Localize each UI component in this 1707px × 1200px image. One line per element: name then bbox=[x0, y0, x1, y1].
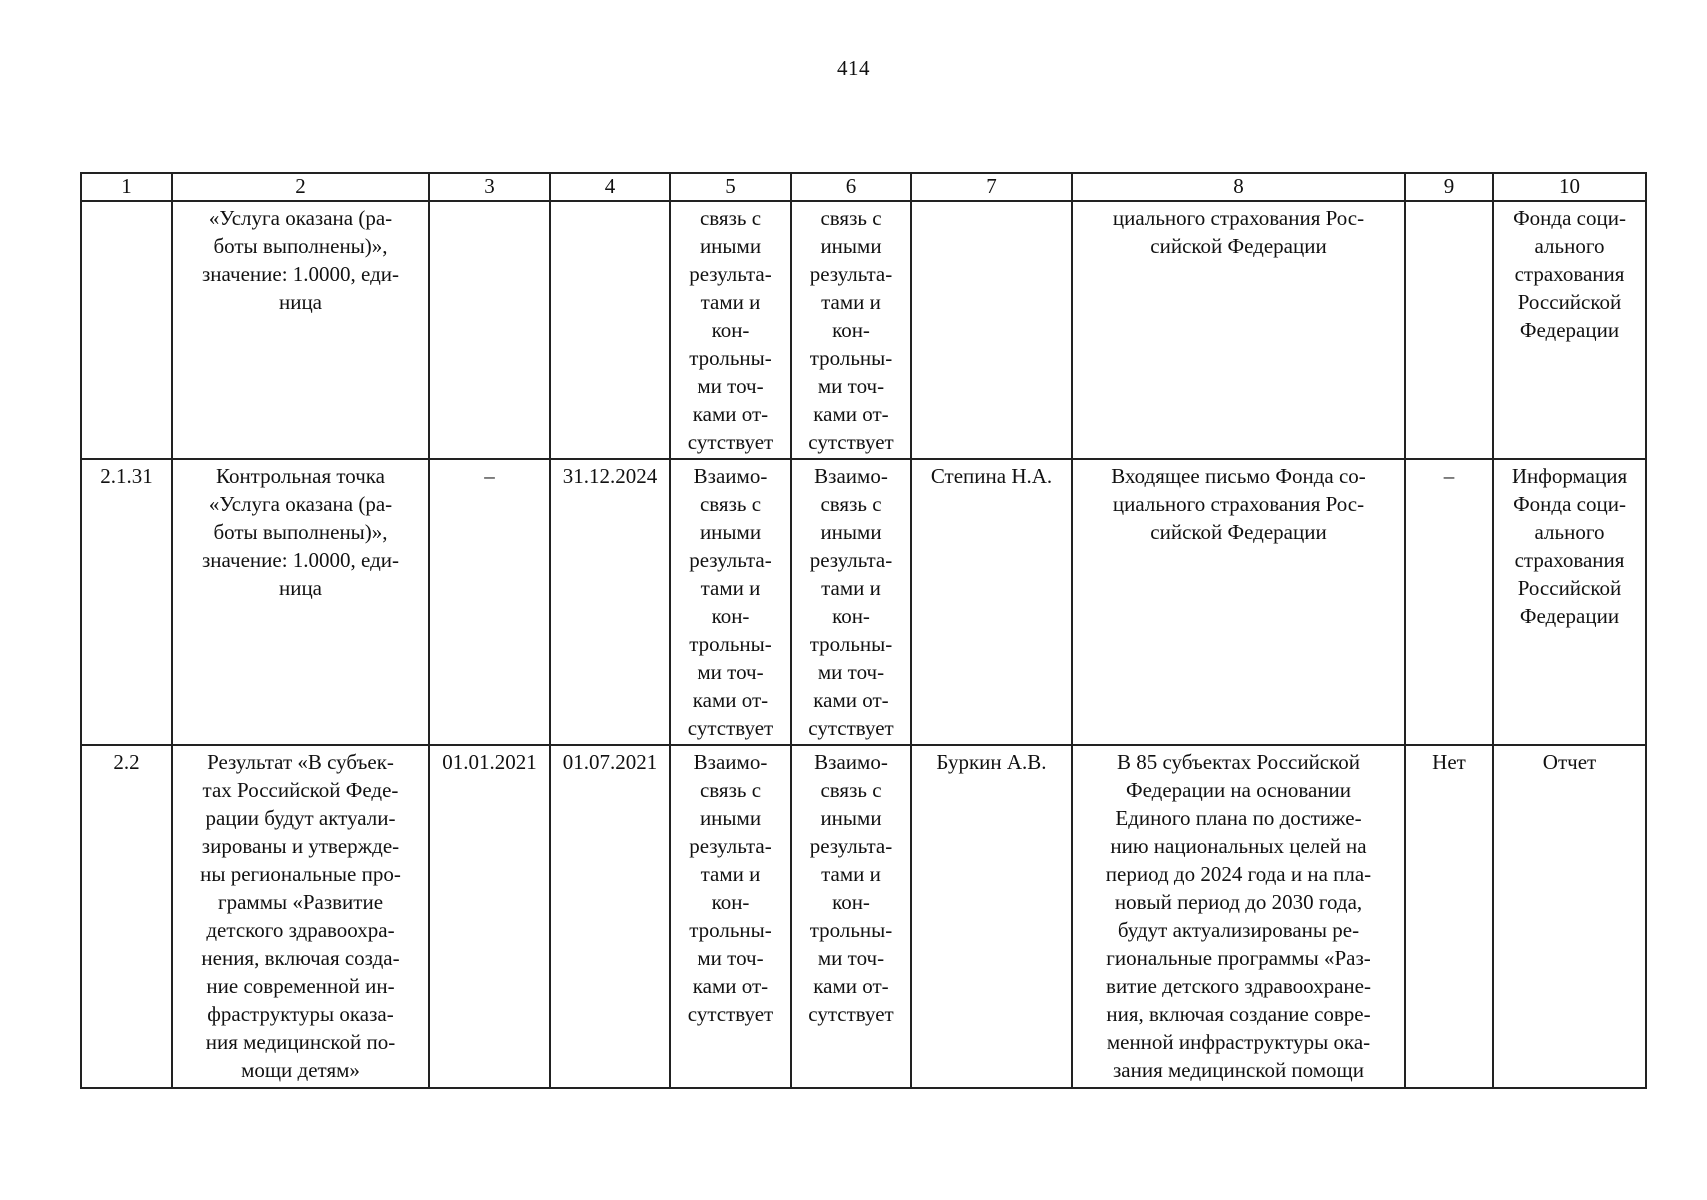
responsible-person-cell: Степина Н.А. bbox=[911, 459, 1072, 745]
predecessor-cell: Взаимо- связь с иными результа- тами и кон- трольны- ми точ- ками от- сутствует bbox=[670, 745, 791, 1088]
start-date-cell: – bbox=[429, 459, 550, 745]
start-date-cell: 01.01.2021 bbox=[429, 745, 550, 1088]
level-cell: – bbox=[1405, 459, 1493, 745]
document-type-cell: Отчет bbox=[1493, 745, 1646, 1088]
event-description-cell: Контрольная точка «Услуга оказана (ра- боты выполнены)», значение: 1.0000, еди- ница bbox=[172, 459, 429, 745]
column-header: 1 bbox=[81, 173, 172, 201]
row-number-cell bbox=[81, 201, 172, 459]
column-header: 4 bbox=[550, 173, 670, 201]
successor-cell: Взаимо- связь с иными результа- тами и кон- трольны- ми точ- ками от- сутствует bbox=[791, 745, 911, 1088]
page-number: 414 bbox=[837, 56, 870, 80]
table-row bbox=[81, 745, 1646, 1088]
predecessor-cell: связь с иными результа- тами и кон- трольны- ми точ- ками от- сутствует bbox=[670, 201, 791, 459]
successor-cell: связь с иными результа- тами и кон- трольны- ми точ- ками от- сутствует bbox=[791, 201, 911, 459]
result-description-cell: циального страхования Рос- сийской Федерации bbox=[1072, 201, 1405, 459]
responsible-person-cell bbox=[911, 201, 1072, 459]
column-header: 3 bbox=[429, 173, 550, 201]
table-row bbox=[81, 459, 1646, 745]
column-header: 9 bbox=[1405, 173, 1493, 201]
event-description-cell: «Услуга оказана (ра- боты выполнены)», значение: 1.0000, еди- ница bbox=[172, 201, 429, 459]
column-header: 5 bbox=[670, 173, 791, 201]
level-cell: Нет bbox=[1405, 745, 1493, 1088]
result-description-cell: Входящее письмо Фонда со- циального страхования Рос- сийской Федерации bbox=[1072, 459, 1405, 745]
end-date-cell: 01.07.2021 bbox=[550, 745, 670, 1088]
row-number-cell: 2.1.31 bbox=[81, 459, 172, 745]
level-cell bbox=[1405, 201, 1493, 459]
document-type-cell: Информация Фонда соци- ального страхования Российской Федерации bbox=[1493, 459, 1646, 745]
predecessor-cell: Взаимо- связь с иными результа- тами и кон- трольны- ми точ- ками от- сутствует bbox=[670, 459, 791, 745]
row-number-cell: 2.2 bbox=[81, 745, 172, 1088]
document-type-cell: Фонда соци- ального страхования Российской Федерации bbox=[1493, 201, 1646, 459]
event-description-cell: Результат «В субъек- тах Российской Феде- рации будут актуали- зированы и утвержде- ны региональные про- граммы «Развитие детского здравоохра- нения, включая созда- ние современной ин- фраструктуры оказа- ния медицинской по- мощи детям» bbox=[172, 745, 429, 1088]
result-description-cell: В 85 субъектах Российской Федерации на основании Единого плана по достиже- нию национальных целей на период до 2024 года и на пла- новый период до 2030 года, будут актуализированы ре- гиональные программы «Раз- витие детского здравоохране- ния, включая создание совре- менной инфраструктуры ока- зания медицинской помощи bbox=[1072, 745, 1405, 1088]
column-header: 10 bbox=[1493, 173, 1646, 201]
end-date-cell bbox=[550, 201, 670, 459]
responsible-person-cell: Буркин А.В. bbox=[911, 745, 1072, 1088]
end-date-cell: 31.12.2024 bbox=[550, 459, 670, 745]
table-row bbox=[81, 201, 1646, 459]
successor-cell: Взаимо- связь с иными результа- тами и кон- трольны- ми точ- ками от- сутствует bbox=[791, 459, 911, 745]
column-header: 6 bbox=[791, 173, 911, 201]
column-header: 7 bbox=[911, 173, 1072, 201]
table-header-row bbox=[81, 173, 1646, 201]
column-header: 2 bbox=[172, 173, 429, 201]
document-table bbox=[80, 172, 1647, 1089]
column-header: 8 bbox=[1072, 173, 1405, 201]
start-date-cell bbox=[429, 201, 550, 459]
